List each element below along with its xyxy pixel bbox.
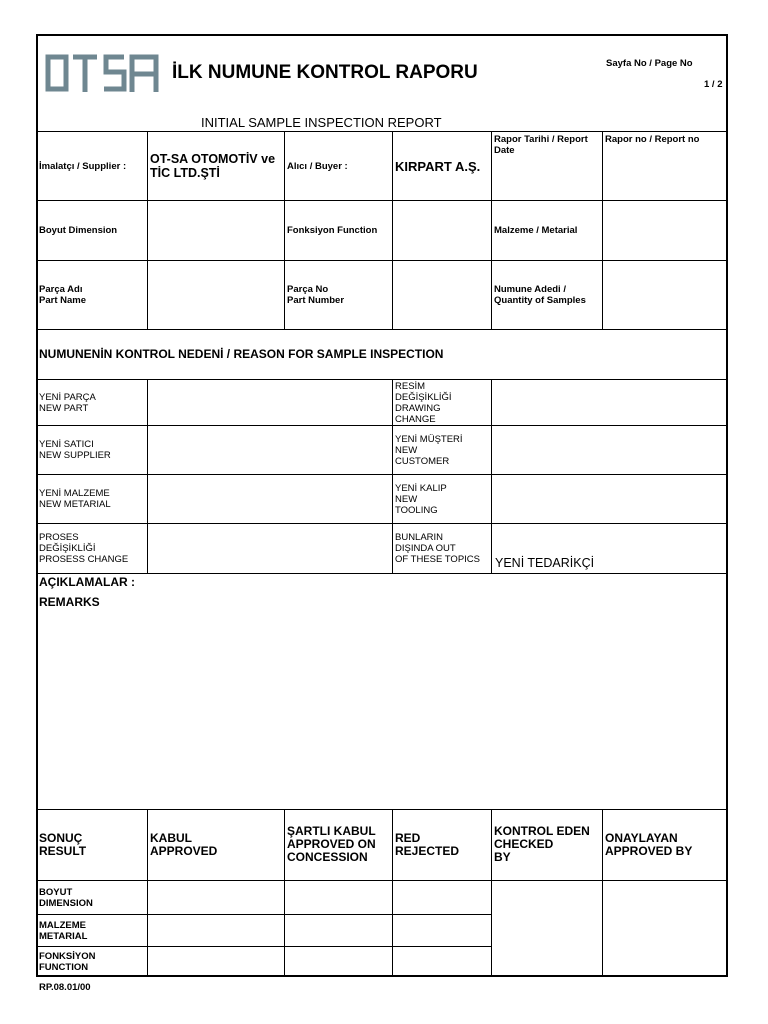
reason-other-topics-label: BUNLARIN DIŞINDA OUT OF THESE TOPICS bbox=[395, 532, 480, 565]
result-row-dimension: BOYUT DIMENSION bbox=[39, 886, 93, 909]
function-label: Fonksiyon Function bbox=[287, 225, 378, 236]
supplier-value[interactable]: OT-SA OTOMOTİV ve TİC LTD.ŞTİ bbox=[150, 152, 276, 180]
remarks-label-tr: AÇIKLAMALAR : bbox=[39, 575, 135, 589]
reason-new-tooling-value[interactable] bbox=[494, 475, 726, 523]
divider bbox=[37, 573, 727, 574]
report-no-label: Rapor no / Report no bbox=[605, 134, 700, 145]
form-code: RP.08.01/00 bbox=[39, 982, 91, 993]
otsa-logo-graphic bbox=[44, 52, 160, 94]
divider bbox=[392, 379, 393, 573]
reason-process-change-label: PROSES DEĞİŞİKLİĞİ PROSESS CHANGE bbox=[39, 532, 129, 565]
result-header-approved-by: ONAYLAYAN APPROVED BY bbox=[605, 831, 693, 858]
reason-new-customer-value[interactable] bbox=[494, 426, 726, 474]
reason-other-topics-value[interactable]: YENİ TEDARİKÇİ bbox=[495, 556, 595, 570]
dimension-value[interactable] bbox=[148, 201, 284, 260]
supplier-label: İmalatçı / Supplier : bbox=[39, 160, 127, 172]
material-label: Malzeme / Metarial bbox=[494, 225, 578, 236]
reason-new-supplier-label: YENİ SATICI NEW SUPPLIER bbox=[39, 439, 111, 461]
part-no-label: Parça No Part Number bbox=[287, 284, 345, 306]
reason-drawing-change-label: RESİM DEĞİŞİKLİĞİ DRAWING CHANGE bbox=[395, 380, 452, 425]
page-number: 1 / 2 bbox=[704, 79, 723, 90]
result-header-rejected: RED REJECTED bbox=[395, 831, 460, 858]
result-material-approved-cell[interactable] bbox=[148, 915, 284, 946]
result-dimension-concession-cell[interactable] bbox=[285, 881, 392, 914]
remarks-area[interactable] bbox=[37, 612, 727, 808]
report-subtitle: INITIAL SAMPLE INSPECTION REPORT bbox=[201, 115, 442, 130]
result-material-rejected-cell[interactable] bbox=[393, 915, 491, 946]
result-function-rejected-cell[interactable] bbox=[393, 947, 491, 976]
checked-by-signature-cell[interactable] bbox=[492, 881, 602, 976]
material-value[interactable] bbox=[603, 201, 727, 260]
reason-new-material-label: YENİ MALZEME NEW METARIAL bbox=[39, 488, 111, 510]
result-function-approved-cell[interactable] bbox=[148, 947, 284, 976]
dimension-label: Boyut Dimension bbox=[39, 225, 118, 236]
reason-new-customer-label: YENİ MÜŞTERİ NEW CUSTOMER bbox=[395, 433, 463, 467]
reason-new-part-label: YENİ PARÇA NEW PART bbox=[39, 391, 96, 414]
part-name-value[interactable] bbox=[148, 261, 284, 329]
reason-process-change-checkbox[interactable] bbox=[148, 524, 392, 573]
part-name-label: Parça Adı Part Name bbox=[39, 284, 86, 306]
result-row-function: FONKSİYON FUNCTION bbox=[39, 950, 96, 973]
result-function-concession-cell[interactable] bbox=[285, 947, 392, 976]
divider bbox=[491, 379, 492, 573]
page-label: Sayfa No / Page No bbox=[606, 58, 693, 69]
result-row-material: MALZEME METARIAL bbox=[39, 919, 88, 942]
result-header-result: SONUÇ RESULT bbox=[39, 831, 87, 858]
result-dimension-approved-cell[interactable] bbox=[148, 881, 284, 914]
approved-by-signature-cell[interactable] bbox=[603, 881, 727, 976]
reason-new-supplier-checkbox[interactable] bbox=[148, 426, 392, 474]
remarks-label-en: REMARKS bbox=[39, 595, 100, 609]
result-header-approved: KABUL APPROVED bbox=[150, 831, 218, 858]
result-material-concession-cell[interactable] bbox=[285, 915, 392, 946]
part-no-value[interactable] bbox=[393, 261, 491, 329]
result-dimension-rejected-cell[interactable] bbox=[393, 881, 491, 914]
quantity-value[interactable] bbox=[603, 261, 727, 329]
report-date-label: Rapor Tarihi / Report Date bbox=[494, 134, 588, 156]
quantity-label: Numune Adedi / Quantity of Samples bbox=[494, 284, 586, 306]
result-header-concession: ŞARTLI KABUL APPROVED ON CONCESSION bbox=[287, 824, 376, 864]
result-header-checked-by: KONTROL EDEN CHECKED BY bbox=[494, 824, 590, 864]
buyer-label: Alıcı / Buyer : bbox=[287, 160, 348, 172]
divider bbox=[491, 131, 492, 329]
report-title: İLK NUMUNE KONTROL RAPORU bbox=[172, 62, 478, 83]
divider bbox=[284, 131, 285, 329]
reason-heading: NUMUNENİN KONTROL NEDENİ / REASON FOR SAMPLE INSPECTION bbox=[39, 347, 444, 361]
reason-new-part-checkbox[interactable] bbox=[148, 380, 392, 425]
reason-new-material-checkbox[interactable] bbox=[148, 475, 392, 523]
buyer-value[interactable]: KIRPART A.Ş. bbox=[395, 158, 481, 174]
otsa-logo bbox=[44, 52, 160, 94]
function-value[interactable] bbox=[393, 201, 491, 260]
reason-new-tooling-label: YENİ KALIP NEW TOOLING bbox=[395, 482, 447, 516]
reason-drawing-change-value[interactable] bbox=[494, 380, 726, 425]
